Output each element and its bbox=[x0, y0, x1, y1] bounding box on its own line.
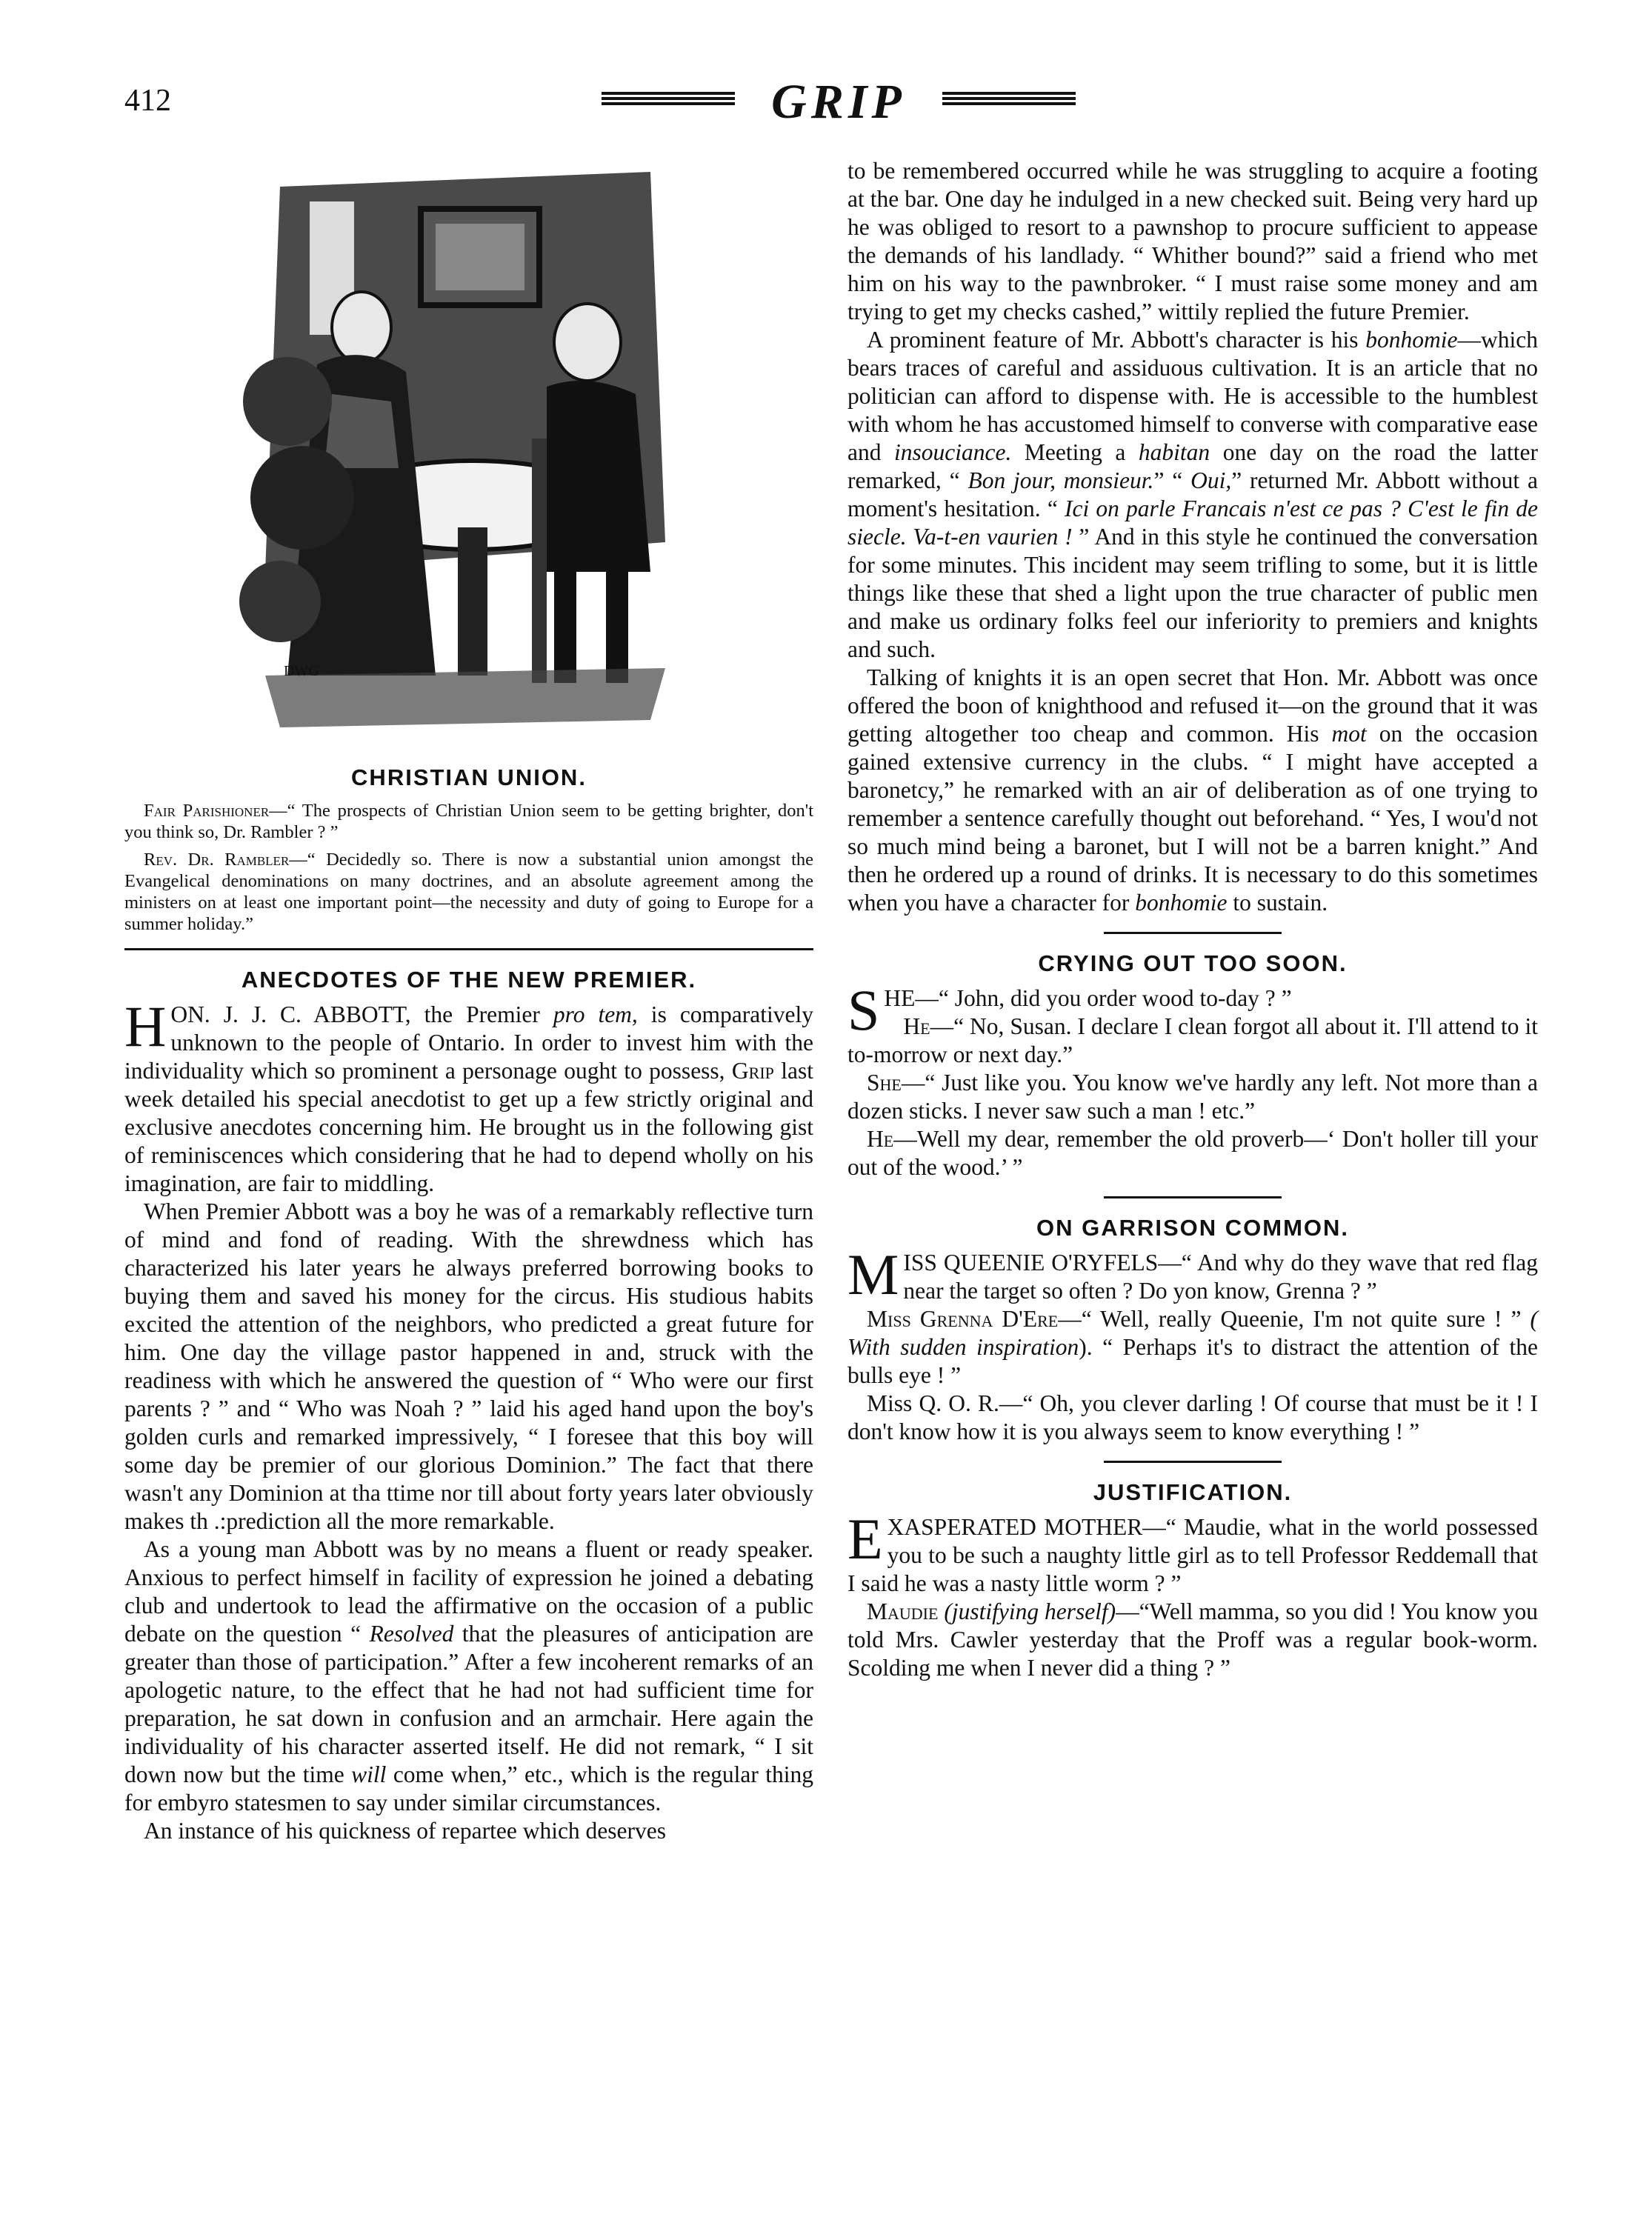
drop-cap: S bbox=[847, 978, 880, 1042]
text: As a young man Abbott was by no means a fluent or ready speaker. Anxious to perfect himself in facility of expression he joined a debating club and undertook to lead the affirmative on the occasion of a public debate on the question “ bbox=[124, 1536, 813, 1647]
italic-text: Ici on parle Francais n'est ce pas ? C'est le fin de siecle. Va-t-en vaurien ! bbox=[847, 496, 1538, 550]
crying-heading: CRYING OUT TOO SOON. bbox=[1038, 950, 1348, 976]
engraving-image bbox=[236, 157, 680, 750]
text: ” And in this style he continued the conversation for some minutes. This incident may seem trifling to some, but it is little things like these that shed a light upon the true character of public men and make us ordinary folks feel our inferiority to premiers and knights and such. bbox=[847, 524, 1539, 662]
drop-cap: M bbox=[847, 1242, 899, 1307]
speaker: Maudie bbox=[867, 1598, 939, 1624]
anecdotes-continued-3 bbox=[847, 664, 1538, 917]
italic-text: bonhomie bbox=[1135, 890, 1228, 916]
speaker: Rev. Dr. Rambler bbox=[144, 850, 290, 870]
left-column bbox=[124, 157, 813, 1845]
justification-heading: JUSTIFICATION. bbox=[1093, 1479, 1293, 1505]
masthead-rule-left bbox=[602, 92, 735, 108]
text: HE—“ John, did you order wood to-day ? ” bbox=[884, 985, 1292, 1011]
masthead-title: GRIP bbox=[771, 75, 906, 129]
text: ON. J. J. C. ABBOTT, the Premier bbox=[170, 1001, 553, 1027]
garrison-line-3: Miss Q. O. R.—“ Oh, you clever darling ! Of course that must be it ! I don't know how it is you always seem to know everything ! ” bbox=[847, 1390, 1538, 1444]
anecdotes-heading: ANECDOTES OF THE NEW PREMIER. bbox=[241, 967, 697, 993]
crying-line-4 bbox=[847, 1125, 1538, 1181]
anecdotes-paragraph-1 bbox=[124, 994, 813, 1198]
garrison-line-1 bbox=[847, 1242, 1538, 1307]
text: —“Well mamma, so you did ! You know you told Mrs. Cawler yesterday that the Proff was a regular book-worm. Scolding me when I never did a thing ? ” bbox=[847, 1598, 1538, 1681]
christian-union-heading: CHRISTIAN UNION. bbox=[351, 764, 587, 790]
text: come when,” etc., which is the regular thing for embyro statesmen to say under similar circumstances. bbox=[124, 1761, 814, 1815]
italic-text: (justifying herself) bbox=[938, 1598, 1116, 1624]
masthead bbox=[602, 74, 1076, 129]
page-number: 412 bbox=[124, 84, 171, 118]
italic-text: insouciance. bbox=[894, 439, 1012, 465]
speaker: He bbox=[867, 1126, 894, 1152]
speaker: She bbox=[867, 1070, 902, 1096]
text: —“ Well, really Queenie, I'm not quite sure ! ” bbox=[1058, 1306, 1531, 1332]
anecdotes-continued-1: to be remembered occurred while he was struggling to acquire a footing at the bar. One day he indulged in a new checked suit. Being very hard up he was obliged to resort to a pawnshop to procure sufficient to appease the demands of his landlady. “ Whither bound?” said a friend who met him on his way to the pawnbroker. “ I must raise some money and am trying to get my checks cashed,” wittily replied the future Premier. bbox=[847, 158, 1538, 324]
justification-line-2 bbox=[847, 1598, 1538, 1682]
text: —“ Just like you. You know we've hardly any left. Not more than a dozen sticks. I never saw such a man ! etc.” bbox=[847, 1070, 1538, 1124]
text: XASPERATED MOTHER—“ Maudie, what in the world possessed you to be such a naughty little girl as to tell Professor Reddemall that I said he was a nasty little worm ? ” bbox=[847, 1514, 1538, 1596]
crying-line-2 bbox=[847, 1013, 1538, 1069]
masthead-rule-right bbox=[942, 92, 1076, 108]
text: ” returned Mr. Abbott without a moment's hesitation. “ bbox=[847, 467, 1538, 521]
anecdotes-continued-2 bbox=[847, 326, 1538, 664]
italic-text: Resolved bbox=[369, 1621, 454, 1647]
text: —“ No, Susan. I declare I clean forgot all about it. I'll attend to it to-morrow or next day.” bbox=[847, 1013, 1538, 1067]
grip-name: Grip bbox=[731, 1058, 774, 1084]
text: Talking of knights it is an open secret that Hon. Mr. Abbott was once offered the boon of knighthood and refused it—on the ground that it was getting altogether too cheap and common. His bbox=[847, 664, 1538, 747]
section-divider bbox=[1104, 1461, 1282, 1463]
italic-text: Bon jour, monsieur. bbox=[967, 467, 1154, 493]
text: one day on the road the latter remarked, “ bbox=[847, 439, 1538, 493]
speaker: Fair Parishioner bbox=[144, 801, 270, 821]
text: —Well my dear, remember the old proverb—‘ Don't holler till your out of the wood.’ ” bbox=[847, 1126, 1538, 1180]
crying-line-3 bbox=[847, 1069, 1538, 1125]
speaker: Miss Grenna D'Ere bbox=[867, 1306, 1059, 1332]
text: last week detailed his special anecdotist to get up a few strictly original and exclusive anecdotes concerning him. He brought us in the following gist of reminiscences which considering that he had to depend wholly on his imagination, are fair to middling. bbox=[124, 1058, 813, 1196]
justification-line-1 bbox=[847, 1507, 1538, 1598]
text: —which bears traces of careful and assiduous cultivation. It is an article that no politician can afford to dispense with. He is accessible to the humblest with whom he has accustomed himself to converse with comparative ease and bbox=[847, 327, 1538, 465]
caption-text: —“ The prospects of Christian Union seem to be getting brighter, don't you think so, Dr. Rambler ? ” bbox=[124, 801, 813, 842]
italic-text: pro tem, bbox=[553, 1001, 638, 1027]
anecdotes-paragraph-2: When Premier Abbott was a boy he was of a remarkably reflective turn of mind and fond of reading. With the shrewdness which has characterized his later years he always preferred borrowing books to buying them and saved his money for the circus. His studious habits excited the attention of the neighbors, who predicted a great future for him. One day the village pastor happened in and, struck with the readiness with which he answered the question of “ Who were our first parents ? ” and “ Who was Noah ? ” laid his aged hand upon the boy's golden curls and remarked impressively, “ I foresee that this boy will some day be premier of our glorious Dominion.” The fact that there wasn't any Dominion at tha ttime nor till about forty years later obviously makes th .:prediction all the more remarkable. bbox=[124, 1198, 813, 1534]
section-divider bbox=[124, 948, 813, 950]
garrison-heading: ON GARRISON COMMON. bbox=[1036, 1215, 1350, 1241]
text: to sustain. bbox=[1227, 890, 1328, 916]
italic-text: Oui, bbox=[1190, 467, 1232, 493]
text: ” “ bbox=[1153, 467, 1191, 493]
anecdotes-paragraph-3 bbox=[124, 1536, 813, 1817]
right-column bbox=[847, 157, 1538, 1682]
section-divider bbox=[1104, 932, 1282, 934]
italic-text: bonhomie bbox=[1365, 327, 1458, 353]
caption-text: —“ Decidedly so. There is now a substantial union amongst the Evangelical denominations on many doctrines, and an absolute agreement among the ministers on at least one important point—the necessity and duty of going to Europe for a summer holiday.” bbox=[124, 850, 814, 934]
italic-text: habitan bbox=[1138, 439, 1210, 465]
italic-text: mot bbox=[1331, 721, 1367, 747]
text: on the occasion gained extensive currency in the clubs. “ I might have accepted a baronetcy,” he remarked with an air of deliberation as of one trying to remember a sentence carefully thought out beforehand. “ Yes, I wou'd not so much mind being a baronet, but I will not be a barren knight.” And then he ordered up a round of drinks. It is necessary to do this sometimes when you have a character for bbox=[847, 721, 1538, 916]
christian-union-caption-2 bbox=[124, 849, 813, 935]
speaker: He bbox=[903, 1013, 930, 1039]
drop-cap: H bbox=[124, 994, 167, 1058]
text: that the pleasures of anticipation are greater than those of participation.” After a few incoherent remarks of an apologetic nature, to the effect that he had not had sufficient time for preparation, he sat down in confusion and an armchair. Here again the individuality of his character asserted itself. He did not remark, “ I sit down now but the time bbox=[124, 1621, 813, 1787]
text: A prominent feature of Mr. Abbott's character is his bbox=[867, 327, 1366, 353]
text: ). “ Perhaps it's to distract the attention of the bulls eye ! ” bbox=[847, 1334, 1538, 1388]
italic-text: will bbox=[351, 1761, 387, 1787]
christian-union-caption-1 bbox=[124, 800, 813, 843]
italic-text: ( With sudden inspiration bbox=[847, 1306, 1539, 1360]
section-divider bbox=[1104, 1196, 1282, 1198]
drop-cap: E bbox=[847, 1507, 883, 1571]
anecdotes-paragraph-4: An instance of his quickness of repartee which deserves bbox=[144, 1818, 667, 1844]
text: Meeting a bbox=[1011, 439, 1139, 465]
garrison-line-2 bbox=[847, 1305, 1538, 1390]
engraver-signature: DWG bbox=[284, 663, 319, 679]
christian-union-illustration bbox=[236, 157, 680, 750]
text: ISS QUEENIE O'RYFELS—“ And why do they wave that red flag near the target so often ? Do yon know, Grenna ? ” bbox=[903, 1250, 1538, 1304]
text: is comparatively unknown to the people of Ontario. In order to invest him with the individuality which so prominent a personage ought to possess, bbox=[124, 1001, 813, 1084]
